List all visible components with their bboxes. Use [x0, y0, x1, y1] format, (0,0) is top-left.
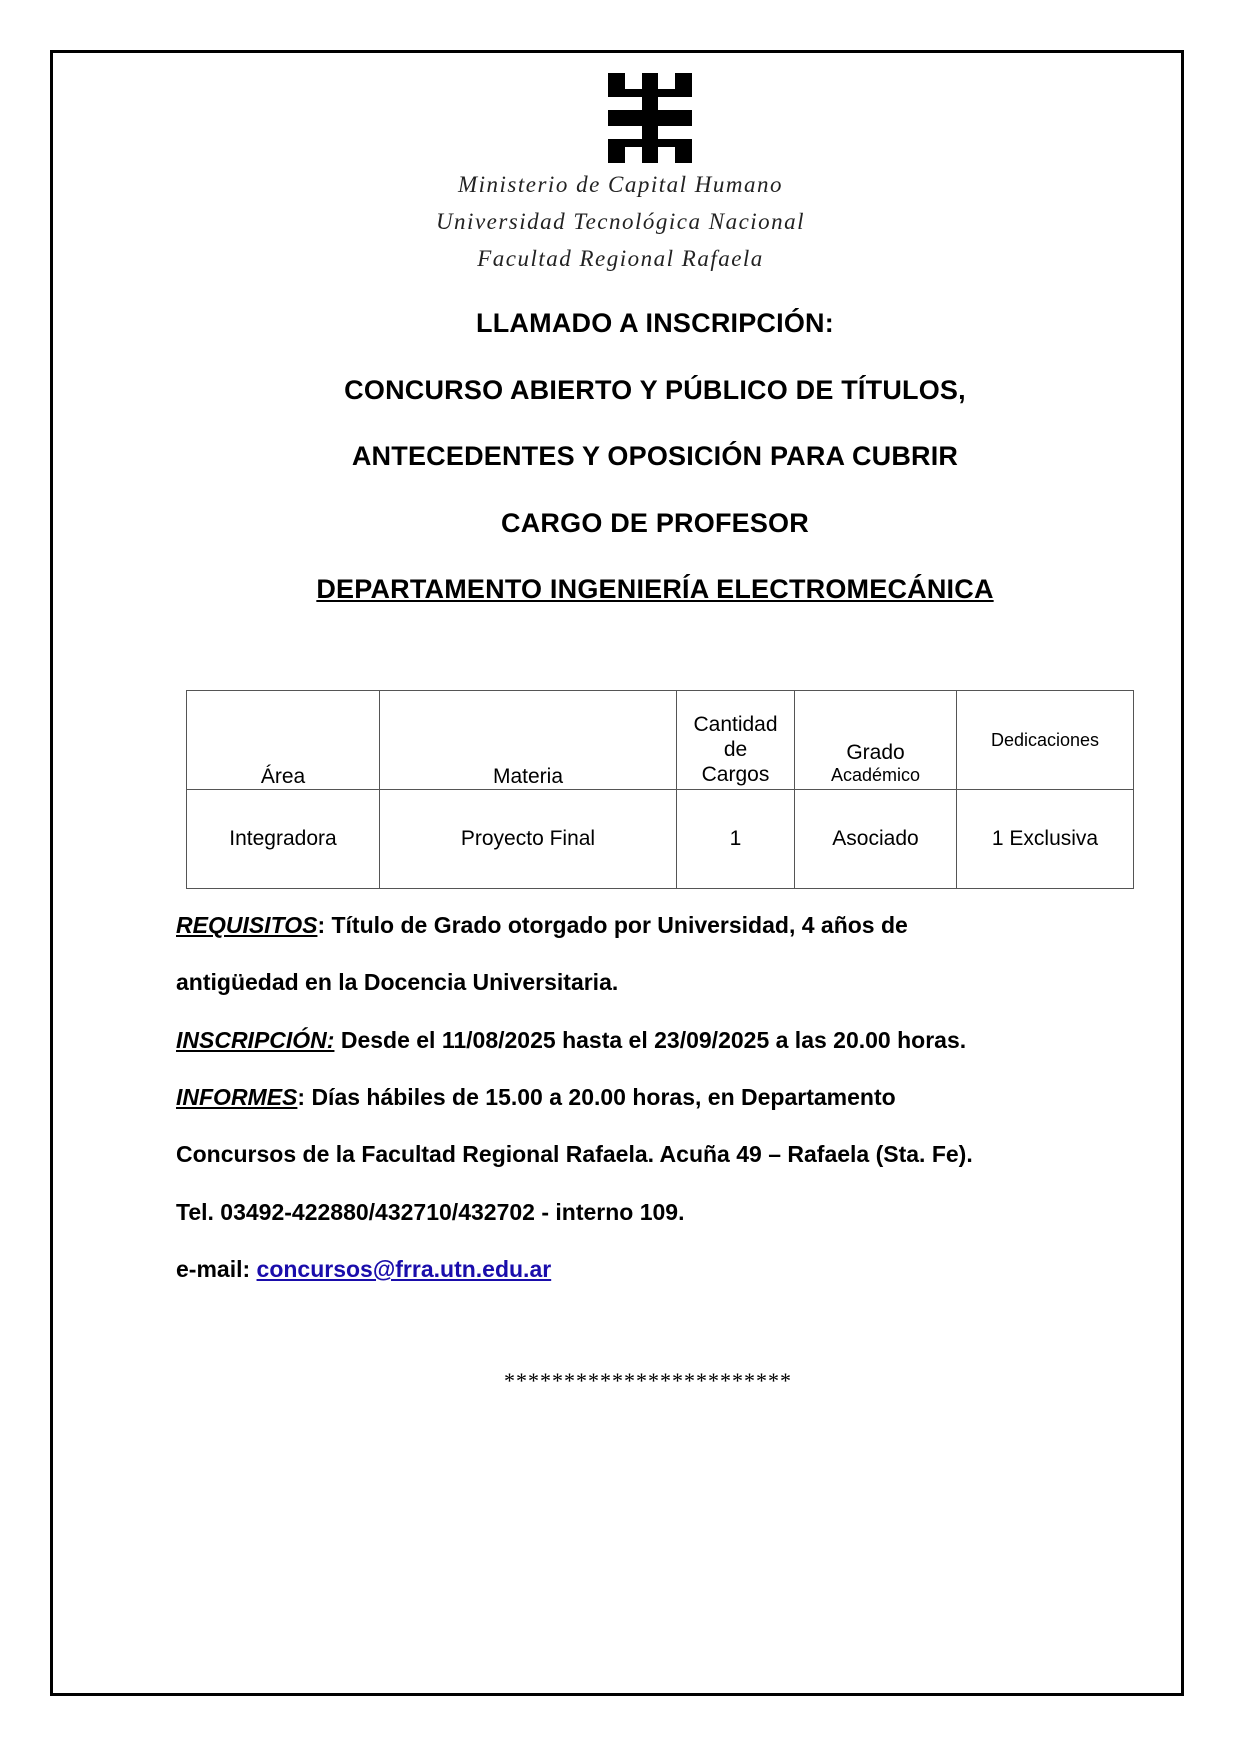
header-area: Área [187, 691, 380, 790]
requisitos-continued: antigüedad en la Docencia Universitaria. [176, 969, 619, 995]
requisitos-label: REQUISITOS [176, 912, 318, 938]
department-title: DEPARTAMENTO INGENIERÍA ELECTROMECÁNICA [316, 574, 994, 604]
inscripcion-label: INSCRIPCIÓN: [176, 1027, 335, 1053]
header-grado: Grado Académico [795, 691, 957, 790]
inscripcion-paragraph: INSCRIPCIÓN: Desde el 11/08/2025 hasta el 23/09/2025 a las 20.00 horas. [176, 1027, 967, 1053]
informes-label: INFORMES [176, 1084, 298, 1110]
cell-grado: Asociado [795, 790, 957, 889]
cell-cantidad: 1 [677, 790, 795, 889]
cell-dedicaciones: 1 Exclusiva [957, 790, 1134, 889]
footer-separator: ************************ [504, 1368, 792, 1393]
table-header-row [187, 691, 1134, 790]
university-name: Universidad Tecnológica Nacional [435, 209, 806, 234]
email-line: e-mail: concursos@frra.utn.edu.ar [176, 1256, 552, 1282]
title-line-2: CONCURSO ABIERTO Y PÚBLICO DE TÍTULOS, [344, 375, 966, 405]
title-line-4: CARGO DE PROFESOR [501, 508, 809, 538]
cell-area: Integradora [187, 790, 380, 889]
utn-logo-icon [608, 73, 692, 163]
informes-paragraph: INFORMES: Días hábiles de 15.00 a 20.00 horas, en Departamento [176, 1084, 896, 1110]
title-line-1: LLAMADO A INSCRIPCIÓN: [476, 308, 834, 338]
positions-table [186, 690, 1134, 889]
ministry-name: Ministerio de Capital Humano [457, 172, 784, 197]
header-dedicaciones: Dedicaciones [957, 691, 1134, 790]
cell-materia: Proyecto Final [380, 790, 677, 889]
table-row [187, 790, 1134, 889]
telephone-line: Tel. 03492-422880/432710/432702 - interno 109. [176, 1199, 685, 1225]
header-cantidad: Cantidad de Cargos [677, 691, 795, 790]
email-link[interactable]: concursos@frra.utn.edu.ar [256, 1256, 552, 1282]
requisitos-paragraph: REQUISITOS: Título de Grado otorgado por Universidad, 4 años de [176, 912, 908, 938]
title-line-3: ANTECEDENTES Y OPOSICIÓN PARA CUBRIR [351, 441, 959, 471]
faculty-name: Facultad Regional Rafaela [477, 246, 764, 271]
informes-continued: Concursos de la Facultad Regional Rafaela. Acuña 49 – Rafaela (Sta. Fe). [176, 1141, 973, 1167]
header-materia: Materia [380, 691, 677, 790]
